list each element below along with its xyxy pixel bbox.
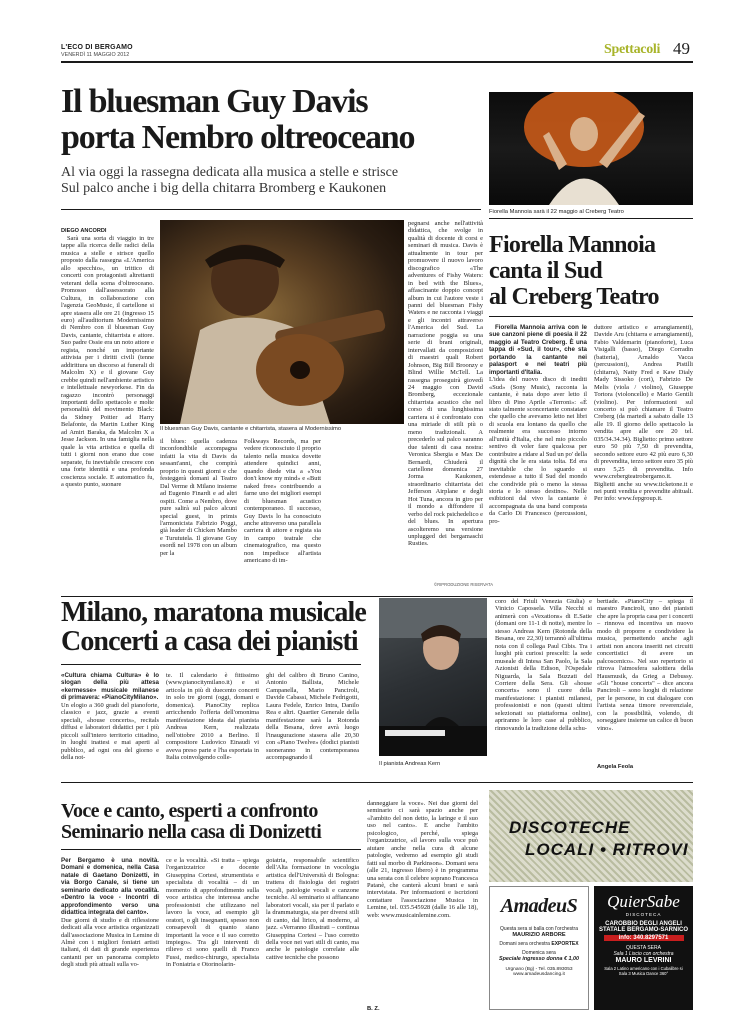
milano-column-2 (166, 672, 259, 772)
milano-headline-2: Concerti a casa dei pianisti (61, 626, 358, 657)
amadeus-line-1: Questa sera si balla con l'orchestra (500, 926, 578, 932)
newspaper-name: L'ECO DI BERGAMO (61, 44, 133, 51)
andreas-kern-illustration (379, 598, 487, 756)
davis-photo-caption: Il bluesman Guy Davis, cantante e chitarrista, stasera al Modernissimo (160, 426, 342, 432)
amadeus-line-2 (490, 941, 588, 947)
davis-subtitle-2: Sul palco anche i big della chitarra Bromberg e Kaukonen (61, 181, 387, 196)
milano-col4-text: coro del Friuli Venezia Giulia) e Vinicio Capossela. Villa Necchi si animerà con «Vexations» di E.Satie (domani ore 11-1 di notte), mentre lo stesso Andreas Kern (Rotonda della Besana, ore 22,30) terrannò all'ultima nota con il collega Paul Cibis. Tra i luoghi più curiosi prescelti: la sede museale di Intesa San Paolo, la Sala Azionisti della Edison, l'Ospedale Niguarda, la Sala Buzzati del Corriere della Sera. Gli «house concerts» sono il cuore della manifestazione: i pianisti milanesi, professionisti e non (questi ultimi selezionati su piattaforma online), apriranno le loro case al pubblico, rinnovando la tradizione della schu- (495, 598, 592, 732)
davis-column-3 (244, 438, 321, 590)
header-rule (61, 61, 693, 63)
quiersabe-line-6: MAURO LEVRINI (615, 957, 672, 964)
amadeus-ad[interactable] (489, 886, 589, 1010)
amadeus-website[interactable]: www.amadeusdancing.it (513, 972, 565, 977)
mannoia-rule-2 (489, 316, 693, 317)
voce-headline-1: Voce e canto, esperti a confronto (61, 800, 318, 822)
voce-col1-text: Due giorni di studio e di riflessione dedicati alla voce artistica organizzati dall'associazione Musica in Lemine di Almè con i migliori foniatri artisti italiani, di dati di grande esperienza cantanti per un panorama completo degli studi più attuali sulla vo- (61, 916, 159, 969)
amadeus-line-2-text: Domani sera orchestra (499, 941, 550, 947)
milano-rule (61, 664, 361, 665)
page-number: 49 (673, 39, 690, 58)
voce-lead: Per Bergamo è una novità. Domani e domenica, nella Casa natale di Gaetano Donizetti, in via Borgo Canale, si tiene un seminario dedicato alla vocalità. «Dentro la voce - Incontri di approfondimento verso una didattica integrata del canto». (61, 857, 159, 917)
amadeus-line-2b: EXPORTEX (551, 941, 579, 947)
mannoia-photo-caption: Fiorella Mannoia sarà il 22 maggio al Creberg Teatro (489, 209, 624, 215)
amadeus-logo: AmadeuS (500, 895, 578, 917)
davis-col2-text: il blues: quella cadenza inconfondibile accompagna infatti la vita di Davis da sessant'anni, che compirà proprio in questi giorni e che festeggerà domani al Teatro Dal Verme di Milano insieme ad Eugenio Finardi e ad altri ospiti. Come a Nembro, dove pure salirà sul palco alcuni special guest, in primis l'armonicista Fabrizio Poggi, già leader di Chicken Mambo e Turututela. Il giovane Guy esordì nel 1978 con un album per la (160, 438, 237, 557)
milano-headline-1: Milano, maratona musicale (61, 597, 366, 628)
davis-col1-text: Sarà una sorta di viaggio in tre tappe alla ricerca delle radici della musica a stelle e strisce quello proposto dalla rassegna «L'America allo specchio», un trittico di concerti con protagonisti altrettanti veterani della scena d'oltreoceano. Promosso dall'assessorato alla Cultura, in collaborazione con l'agenzia GeoMusic, il cartellone si apre stasera alle ore 21 (ingresso 15 euro) all'auditorium Modernissimo di Nembro con il bluesman Guy Davis, cantante, chitarrista e attore. Suo padre Ossie era un noto attore e regista, nonché un importante attivista per i diritti civili (tenne addirittura un discorso ai funerali di Malcolm X) e il giovane Guy crebbe quindi nell'ambiente artistico e intellettuale newyorkese. Fin da ragazzo incontrò personaggi importanti dello spettacolo e molte personalità del movimento Black: da Sidney Poitier ad Harry Belafonte, da Martin Luther King ad Amiri Baraka, da Malcolm X a Jesse Jackson. In una famiglia nella quale la vita artistica e quella di tutti i giorni non erano due cose separate, fu inevitabile crescere con una forte identità e una profonda coscienza sociale. E automatico fu, a questo punto, suonare (61, 235, 154, 488)
quiersabe-ad[interactable] (594, 886, 693, 1010)
andreas-kern-photo (379, 598, 487, 756)
voce-author: B. Z. (367, 1006, 380, 1012)
mannoia-headline-2: canta il Sud (489, 258, 602, 284)
mannoia-headline-3: al Creberg Teatro (489, 284, 659, 310)
mannoia-rule (489, 218, 693, 219)
quiersabe-logo: QuierSabe (607, 892, 680, 911)
mannoia-col1-text: L'idea del nuovo disco di inediti «Sud» (Sony Music), racconta la cantante, è nata dopo aver letto il libro di Pino Aprile «Terroni»: «È stato talmente sconcertante constatare che quello che avevamo letto nei libri di scuola era lontano da quello che realmente era successo intorno all'unità d'Italia, che nel mio piccolo sentivo di voler fare qualcosa per contribuire a ridare al Sud un po' della dignità che le era stata tolta. Ed era inevitabile che lo sguardo si estendesse a tutto il Sud del mondo che condivide più o meno la stessa storia e lo stesso destino». Nelle esibizioni dal vivo la cantante è accompagnata da una band composta da Carlo Di Francesco (percussioni, pro- (489, 376, 587, 525)
voce-headline-2: Seminario nella casa di Donizetti (61, 821, 322, 843)
milano-lead: «Cultura chiama Cultura» è lo slogan della più attesa «kermesse» musicale milanese di primavera: «PianoCityMilano». (61, 672, 159, 702)
voce-column-4 (367, 800, 478, 1004)
quiersabe-subtitle: DISCOTECA (625, 912, 662, 917)
davis-column-2 (160, 438, 237, 590)
voce-col3-text: goiatria, responsabile scientifico dell'Alta formazione in vocologia artistica dell'Università di Bologna: trattera di fisiologia dei registri vocali, patologie vocali e canzone tecniche. Al seminario si affiancano laboratori vocali, sia per il parlato e la drammaturgia, sia per diversi stili di canto, dal lirico, al moderno, al jazz. «Verranno illustrati – continua Giuseppina Cortesi – l'uso corretto della voce nei vari stili di canto, ma anche le patologie correlate alle cattive tecniche che possono (266, 857, 359, 961)
kern-photo-caption: Il pianista Andreas Kern (379, 761, 441, 767)
milano-column-3 (266, 672, 359, 772)
voce-column-3 (266, 857, 359, 1009)
milano-column-5 (597, 598, 693, 761)
quiersabe-line-1: CAROBBIO DEGLI ANGELI (605, 921, 682, 927)
davis-headline-1: Il bluesman Guy Davis (61, 83, 368, 120)
discoteche-title: DISCOTECHE (509, 818, 631, 837)
davis-column-4 (408, 220, 483, 580)
fiorella-mannoia-illustration (489, 92, 693, 205)
section-divider-2 (61, 782, 693, 783)
davis-col3-text: Folkways Records, ma per vedere riconosciuto il proprio talento nella musica dovette attendere quindici anni, quando diede vita a «You don't know my mind» e «Butt naked free» contribuendo a farne uno dei migliori esempi di bluesman acustico contemporaneo. Il successo, Guy Davis lo ha conosciuto anche attraverso una parallela carriera di attore e regista sia in campo teatrale che cinematografico, ma questo non impedisce all'artista americano di im- (244, 438, 321, 565)
milano-column-4 (495, 598, 592, 771)
quiersabe-line-7: Sala 2 Latino americano con i Cubalibre si (604, 966, 683, 971)
quiersabe-line-4: QUESTA SERA (626, 945, 661, 951)
amadeus-line-1b: MAURIZIO ARBORE (512, 932, 566, 938)
davis-column-1 (61, 235, 154, 591)
quiersabe-line-8: Sala 3 Musica Dance 360° (618, 971, 669, 976)
davis-col4-text: pegnarsi anche nell'attività didattica, che svolge in qualità di docente di corsi e seminari di musica. Davis è attualmente in tour per promuovere il nuovo lavoro discografico «The adventures of Fishy Waters: in bed with the Blues», affascinante doppio concept album in cui l'autore veste i panni del bluesman Fishy Waters e ne racconta i viaggi e gli incontri attraverso l'America del Sud. La narrazione poggia su una serie di brani originali, intervallati da composizioni di maestri quali Robert Johnson, Big Bill Broonzy e Blind Willie McTell. La rassegna proseguirà giovedì 24 maggio con David Bromberg, eccezionale chitarrista acustico che nel corso di una lunghissima carriera si è confrontato con una miriade di stili più o meno tradizionali. A precederlo sul palco saranno due talenti di casa nostra: Veronica Sbergia e Max De Bernardi, Chiuderà il cartellone domenica 27 Jorma Kaukonen, straordinario chitarrista dei Jefferson Airplane e degli Hot Tuna, ancora in giro per il mondo a diffondere il verbo del rock psichedelico e del blues. In apertura ascolteremo una versione unplugged dei bergamaschi Rusties. (408, 220, 483, 548)
mannoia-column-2 (594, 324, 693, 590)
mannoia-column-1 (489, 324, 587, 590)
guy-davis-illustration (160, 220, 404, 424)
voce-col4-text: danneggiare la voce». Nei due giorni del seminario ci sarà spazio anche per «l'ambito del non detto, la laringe e il suo uso nel canto». E anche l'ambito psicologico, perché, spiega l'organizzatrice, «il lavoro sulla voce può aiutare anche nella cura di alcune patologie, vedremo ad esempio gli studi fatti sul morbo di Parkinson». Domani sera (alle 21, ingresso libero) è in programma una serata con il celebre soprano Francesca Patanè, che canterà alcuni brani e sarà intervistata. Per informazioni e iscrizioni contattare l'associazione Musica in Lemine, tel. 035.545928 (dalle 16 alle 18), web: www.musicainlemine.com. (367, 800, 478, 919)
milano-column-1 (61, 672, 159, 772)
milano-col1-text: Un elogio a 360 gradi del pianoforte, classico e jazz, grazie a eventi speciali, «house concerts», recitals diffusi e laboratori didattici per i più piccoli sull'intero territorio cittadino, in luoghi inattesi e mai aperti al pubblico, ad ogni ora del giorno e della not- (61, 701, 159, 761)
davis-subtitle-1: Al via oggi la rassegna dedicata alla musica a stelle e strisce (61, 165, 399, 180)
voce-column-2 (166, 857, 259, 1009)
amadeus-line-4: Urgnano (Bg) - Tel. 035.893053 (505, 967, 573, 972)
davis-headline-2: porta Nembro oltreoceano (61, 119, 415, 156)
fiorella-mannoia-photo (489, 92, 693, 205)
voce-column-1 (61, 857, 159, 1009)
milano-col2-text: te. Il calendario è fittissimo (www.pianocitymilano.it) e si articola in più di duecento concerti in solo tre giorni (oggi, domani e domenica). PianoCity replica arricchendo l'offerta dell'omonima manifestazione ideata dal pianista Andreas Kern, realizzata nell'ottobre 2010 a Berlino. Il compositore Ludovico Einaudi vi aveva preso parte e l'ha esportata in Italia coinvolgendo colle- (166, 672, 259, 761)
discoteche-banner (489, 790, 693, 882)
locali-ritrovi-title: LOCALI • RITROVI (525, 840, 689, 859)
quiersabe-line-5: Sala 1 Liscio con orchestra (613, 951, 674, 957)
voce-col2-text: ce e la vocalità. «Si tratta – spiega l'organizzatrice e docente Giuseppina Cortesi, strumentista e specialista di vocalità – di un momento di approfondimento sulla voce artistica che interessa anche professionisti che utilizzano nel lavoro la voce, ad esempio gli oratori, o gli insegnanti, spesso non consapevoli di quanto siano importanti la voce e il suo corretto impiego». Tra gli interventi di rilievo ci sono quelli di Franco Fussi, medico-chirurgo, specialista in Foniatria e Otorinolarin- (166, 857, 259, 969)
quiersabe-line-2: STATALE BERGAMO-SARNICO (599, 927, 688, 933)
quiersabe-phone: info: 340.8297571 (604, 935, 684, 941)
amadeus-line-3b: Speciale ingresso donna € 1,00 (499, 956, 579, 962)
voce-rule (61, 849, 361, 850)
davis-rule (61, 209, 481, 210)
issue-date: VENERDÌ 11 MAGGIO 2012 (61, 52, 130, 58)
milano-col3-text: ghi del calibro di Bruno Canino, Antonio Ballista, Michele Campanella, Mario Panciroli, Davide Cabassi, Michele Fedrigotti, Laura Fedele, Enrico Intra, Danilo Rea e altri. Quartier Generale della manifestazione sarà la Rotonda della Besana, dove avrà luogo l'inaugurazione stasera alle 20,30 con «Piano Twelve» (dodici pianisti suoneranno in contemporanea accompagnando il (266, 672, 359, 761)
guy-davis-photo (160, 220, 404, 424)
milano-author: Angela Feola (597, 764, 634, 770)
mannoia-lead: Fiorella Mannoia arriva con le sue canzoni piene di poesia il 22 maggio al Teatro Creberg. È una tappa di «Sud, il tour», che sta portando la cantante nei palasport e nei teatri più importanti d'Italia. (489, 324, 587, 376)
davis-author: DIEGO ANCORDI (61, 228, 107, 234)
section-name: Spettacoli (604, 42, 661, 57)
amadeus-line-3: Domenica sera (522, 950, 556, 956)
mannoia-headline-1: Fiorella Mannoia (489, 232, 656, 258)
milano-col5-text: bertiade. «PianoCity – spiega il maestro Panciroli, uno dei pianisti che apre la propria casa per i concerti – rinnova ed incentiva un nuovo modo di proporre e condividere la musica, permettendo anche agli artisti non ancora inseriti nei circuiti concertistici di avere un palcoscenico». Nel suo repertorio si ritrova l'atmosfera salottiera della Hausmusik, da Grieg a Debussy. «Gli "house concerts" – dice ancora Panciroli – sono luoghi di relazione per le persone, in cui dialogare con l'artista senza timore reverenziale, con la possibilità, volendo, di sorseggiare insieme un calice di buon vino». (597, 598, 693, 732)
mannoia-col2-text: duttore artistico e arrangiamenti), Davide Aru (chitarra e arrangiamenti), Fabio Valdemarin (pianoforte), Luca Visigalli (basso), Diego Corradin (batteria), Arnaldo Vacca (percussioni), Andrea Pistilli (chitarra), Natty Fred e Kaw Dialy Mady Sissoko (cori), Fabrizio De Melis (viola / violino), Giuseppe Tortora (violoncello) e Mario Gentili (violino). Per informazioni sul concerto si può chiamare il Teatro Creberg (da martedì a sabato dalle 13 alle 19. Il giorno dello spettacolo la vendita apre alle ore 20 tel. 035/34.34.34). Biglietto: primo settore euro 50 più 7,50 di prevendita, secondo settore euro 42 più euro 6,30 di prevendita, terzo settore euro 35 più euro 5,25 di prevendita. Info www.crebergteatrobergamo.it. Biglietti anche su www.ticketone.it e nei punti vendita e prevendite abituali. Per info: www.fepgroup.it. (594, 324, 693, 503)
davis-copyright: ©RIPRODUZIONE RISERVATA (434, 582, 494, 587)
